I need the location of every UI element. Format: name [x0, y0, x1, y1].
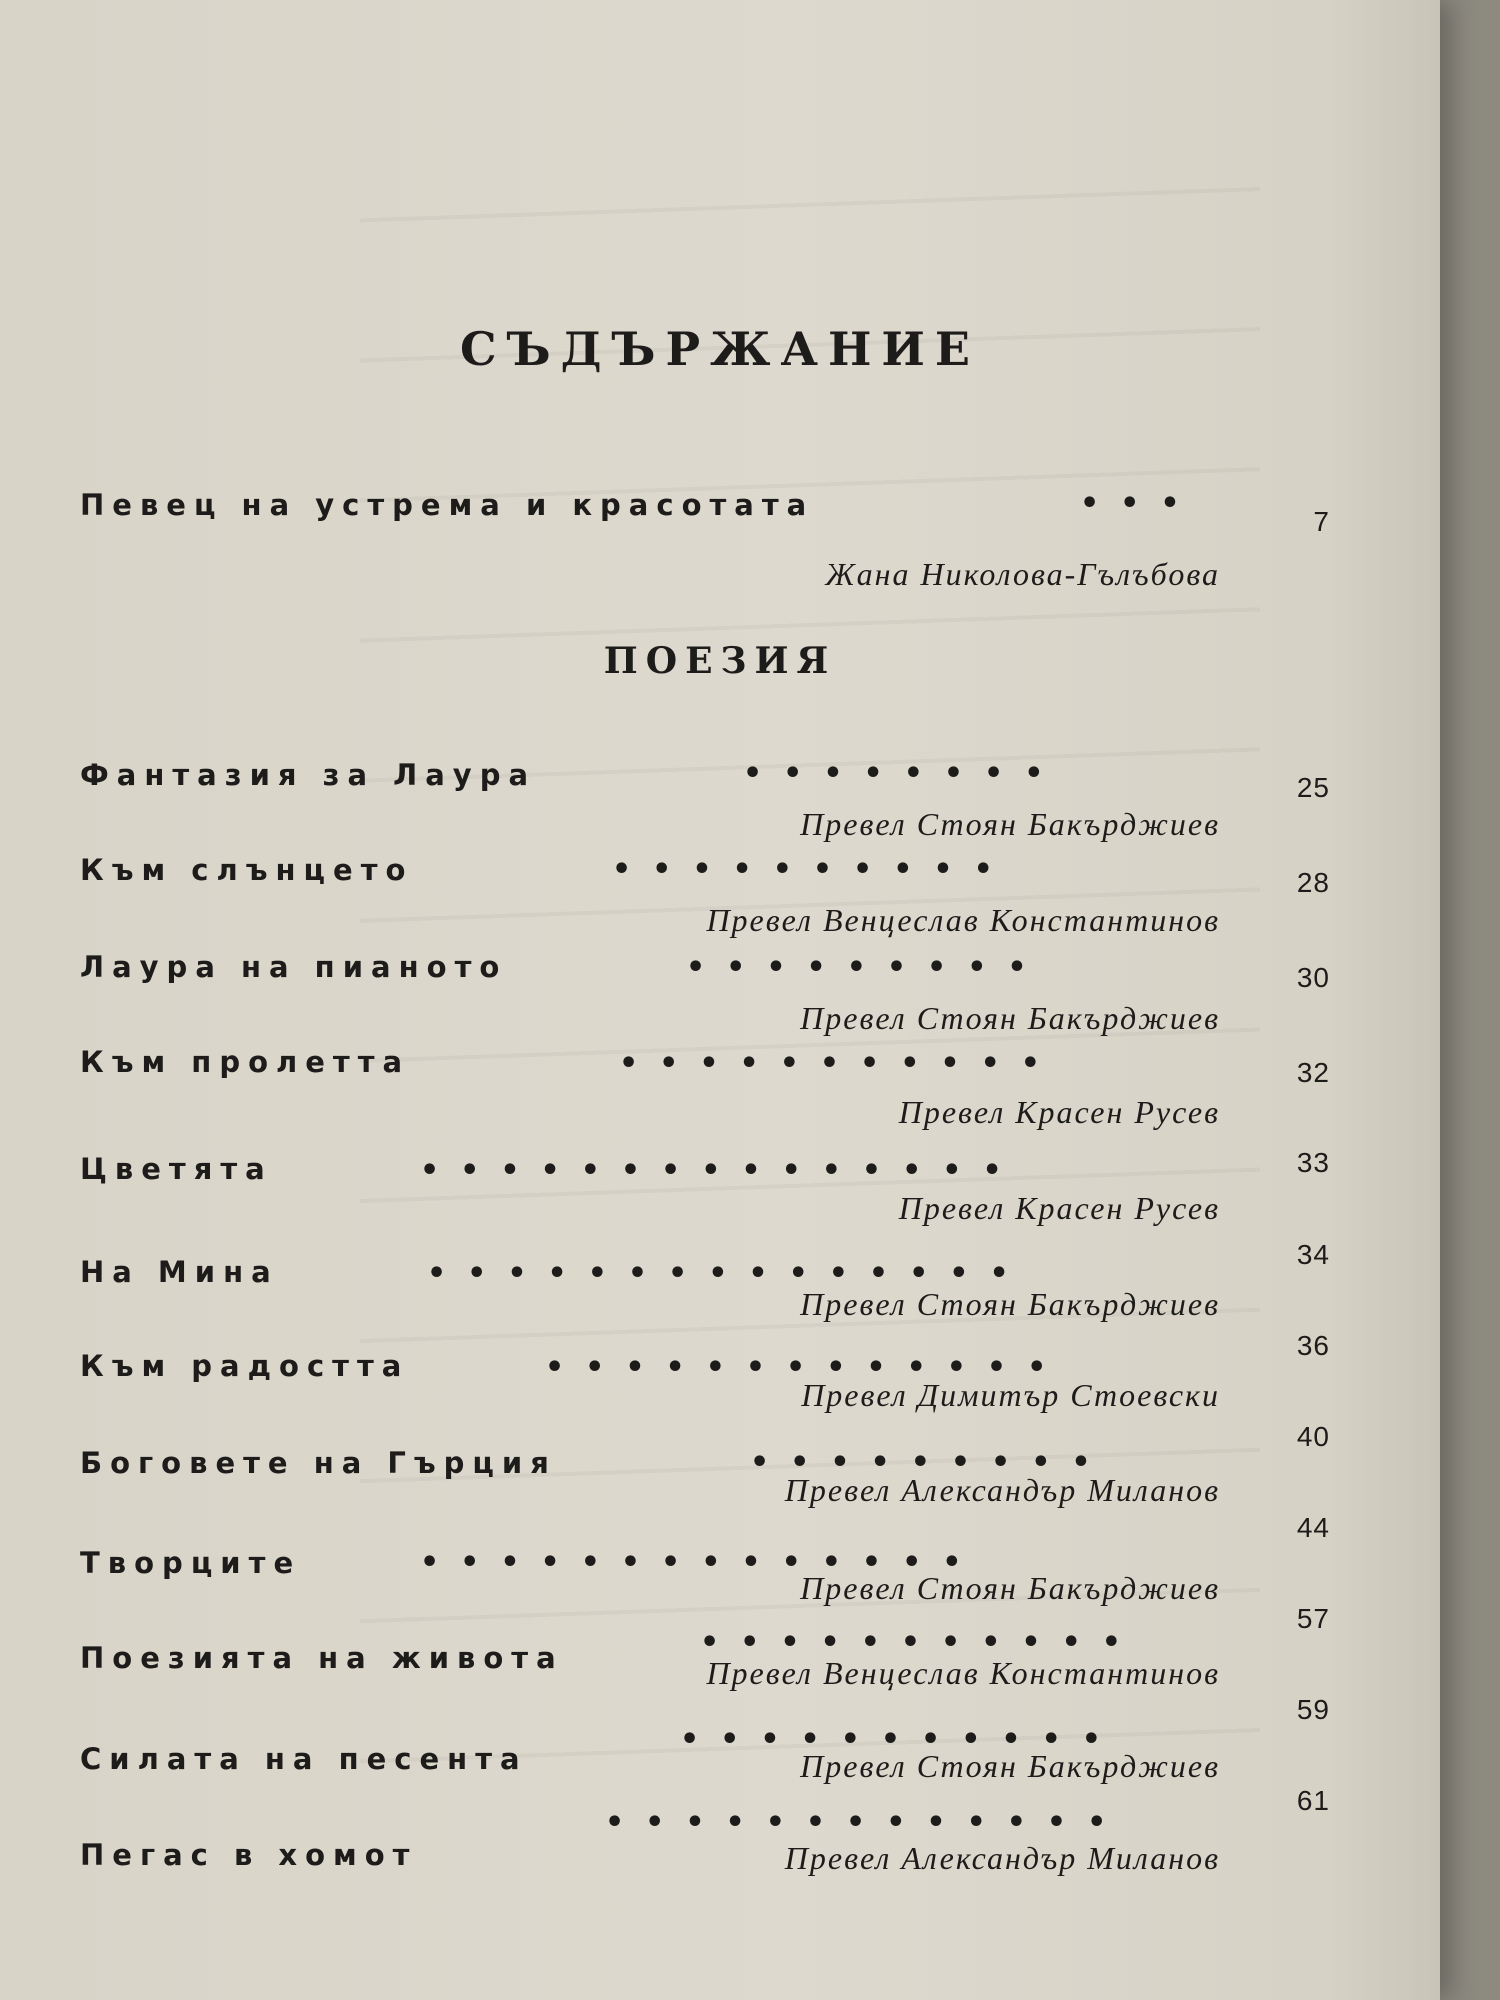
toc-page-number: 28 — [1296, 867, 1330, 898]
toc-page-number: 57 — [1296, 1603, 1330, 1634]
toc-page-number: 33 — [1296, 1147, 1330, 1178]
toc-page-number: 40 — [1296, 1421, 1330, 1452]
toc-author: Превел Димитър Стоевски — [801, 1377, 1220, 1413]
toc-page-number: 36 — [1296, 1330, 1330, 1361]
toc-author: Превел Красен Русев — [898, 1190, 1220, 1226]
toc-leader-dots: •••••••••••••• — [420, 1545, 983, 1580]
toc-leader-dots: •••••••••• — [612, 852, 1014, 887]
toc-page-number: 25 — [1296, 772, 1330, 803]
toc-entry-title-intro: Певец на устрема и красотата — [80, 488, 815, 522]
toc-author: Превел Александър Миланов — [784, 1472, 1220, 1508]
toc-leader-dots: ••••••••••• — [619, 1046, 1061, 1081]
poetry-section-heading: ПОЕЗИЯ — [603, 640, 837, 682]
toc-page-number: 44 — [1296, 1512, 1330, 1543]
toc-author: Превел Венцеслав Константинов — [706, 902, 1220, 938]
toc-leader-dots: ••••••••••••••• — [427, 1256, 1030, 1291]
toc-page-number: 32 — [1296, 1057, 1330, 1088]
toc-entry-title: Боговете на Гърция — [80, 1446, 557, 1480]
toc-entry-title: Лаура на пианото — [80, 950, 508, 984]
toc-author: Превел Александър Миланов — [784, 1840, 1220, 1876]
toc-entry-title: Поезията на живота — [80, 1641, 564, 1675]
toc-page-number: 61 — [1296, 1785, 1330, 1816]
toc-page-number: 59 — [1296, 1694, 1330, 1725]
toc-leader-dots: ••••••••••••• — [605, 1805, 1128, 1840]
toc-author: Превел Венцеслав Константинов — [706, 1655, 1220, 1691]
toc-entry-title: Силата на песента — [80, 1742, 528, 1776]
toc-page-number-intro: 7 — [1313, 506, 1330, 537]
contents-heading: СЪДЪРЖАНИЕ — [460, 322, 980, 376]
toc-leader-dots: ••••••••••••••• — [420, 1153, 1023, 1188]
toc-leader-dots: •••••••• — [743, 756, 1065, 791]
toc-author: Превел Красен Русев — [898, 1094, 1220, 1130]
toc-leader-dots: ••••••••• — [750, 1445, 1112, 1480]
toc-leader-dots: ••••••••••• — [680, 1722, 1122, 1757]
toc-entry-title: Творците — [80, 1546, 302, 1580]
toc-author-intro: Жана Николова-Гълъбова — [825, 556, 1220, 592]
toc-author: Превел Стоян Бакърджиев — [800, 1748, 1220, 1784]
toc-page-number: 30 — [1296, 962, 1330, 993]
toc-leader-dots: ••••••••• — [686, 950, 1048, 985]
toc-entry-title: Към слънцето — [80, 853, 414, 887]
toc-author: Превел Стоян Бакърджиев — [800, 806, 1220, 842]
toc-entry-title: Фантазия за Лаура — [80, 758, 537, 792]
toc-page-number: 34 — [1296, 1239, 1330, 1270]
toc-entry-title: Към радостта — [80, 1349, 410, 1383]
toc-author: Превел Стоян Бакърджиев — [800, 1570, 1220, 1606]
toc-entry-title: На Мина — [80, 1255, 279, 1289]
toc-leader-dots: ••••••••••• — [700, 1625, 1142, 1660]
toc-author: Превел Стоян Бакърджиев — [800, 1286, 1220, 1322]
toc-leader-dots: ••••••••••••• — [545, 1350, 1068, 1385]
toc-entry-title: Цветята — [80, 1152, 273, 1186]
toc-entry-title: Към пролетта — [80, 1045, 411, 1079]
toc-author: Превел Стоян Бакърджиев — [800, 1000, 1220, 1036]
toc-entry-title: Пегас в хомот — [80, 1838, 418, 1872]
toc-leader-dots-intro: ••• — [1080, 486, 1201, 521]
